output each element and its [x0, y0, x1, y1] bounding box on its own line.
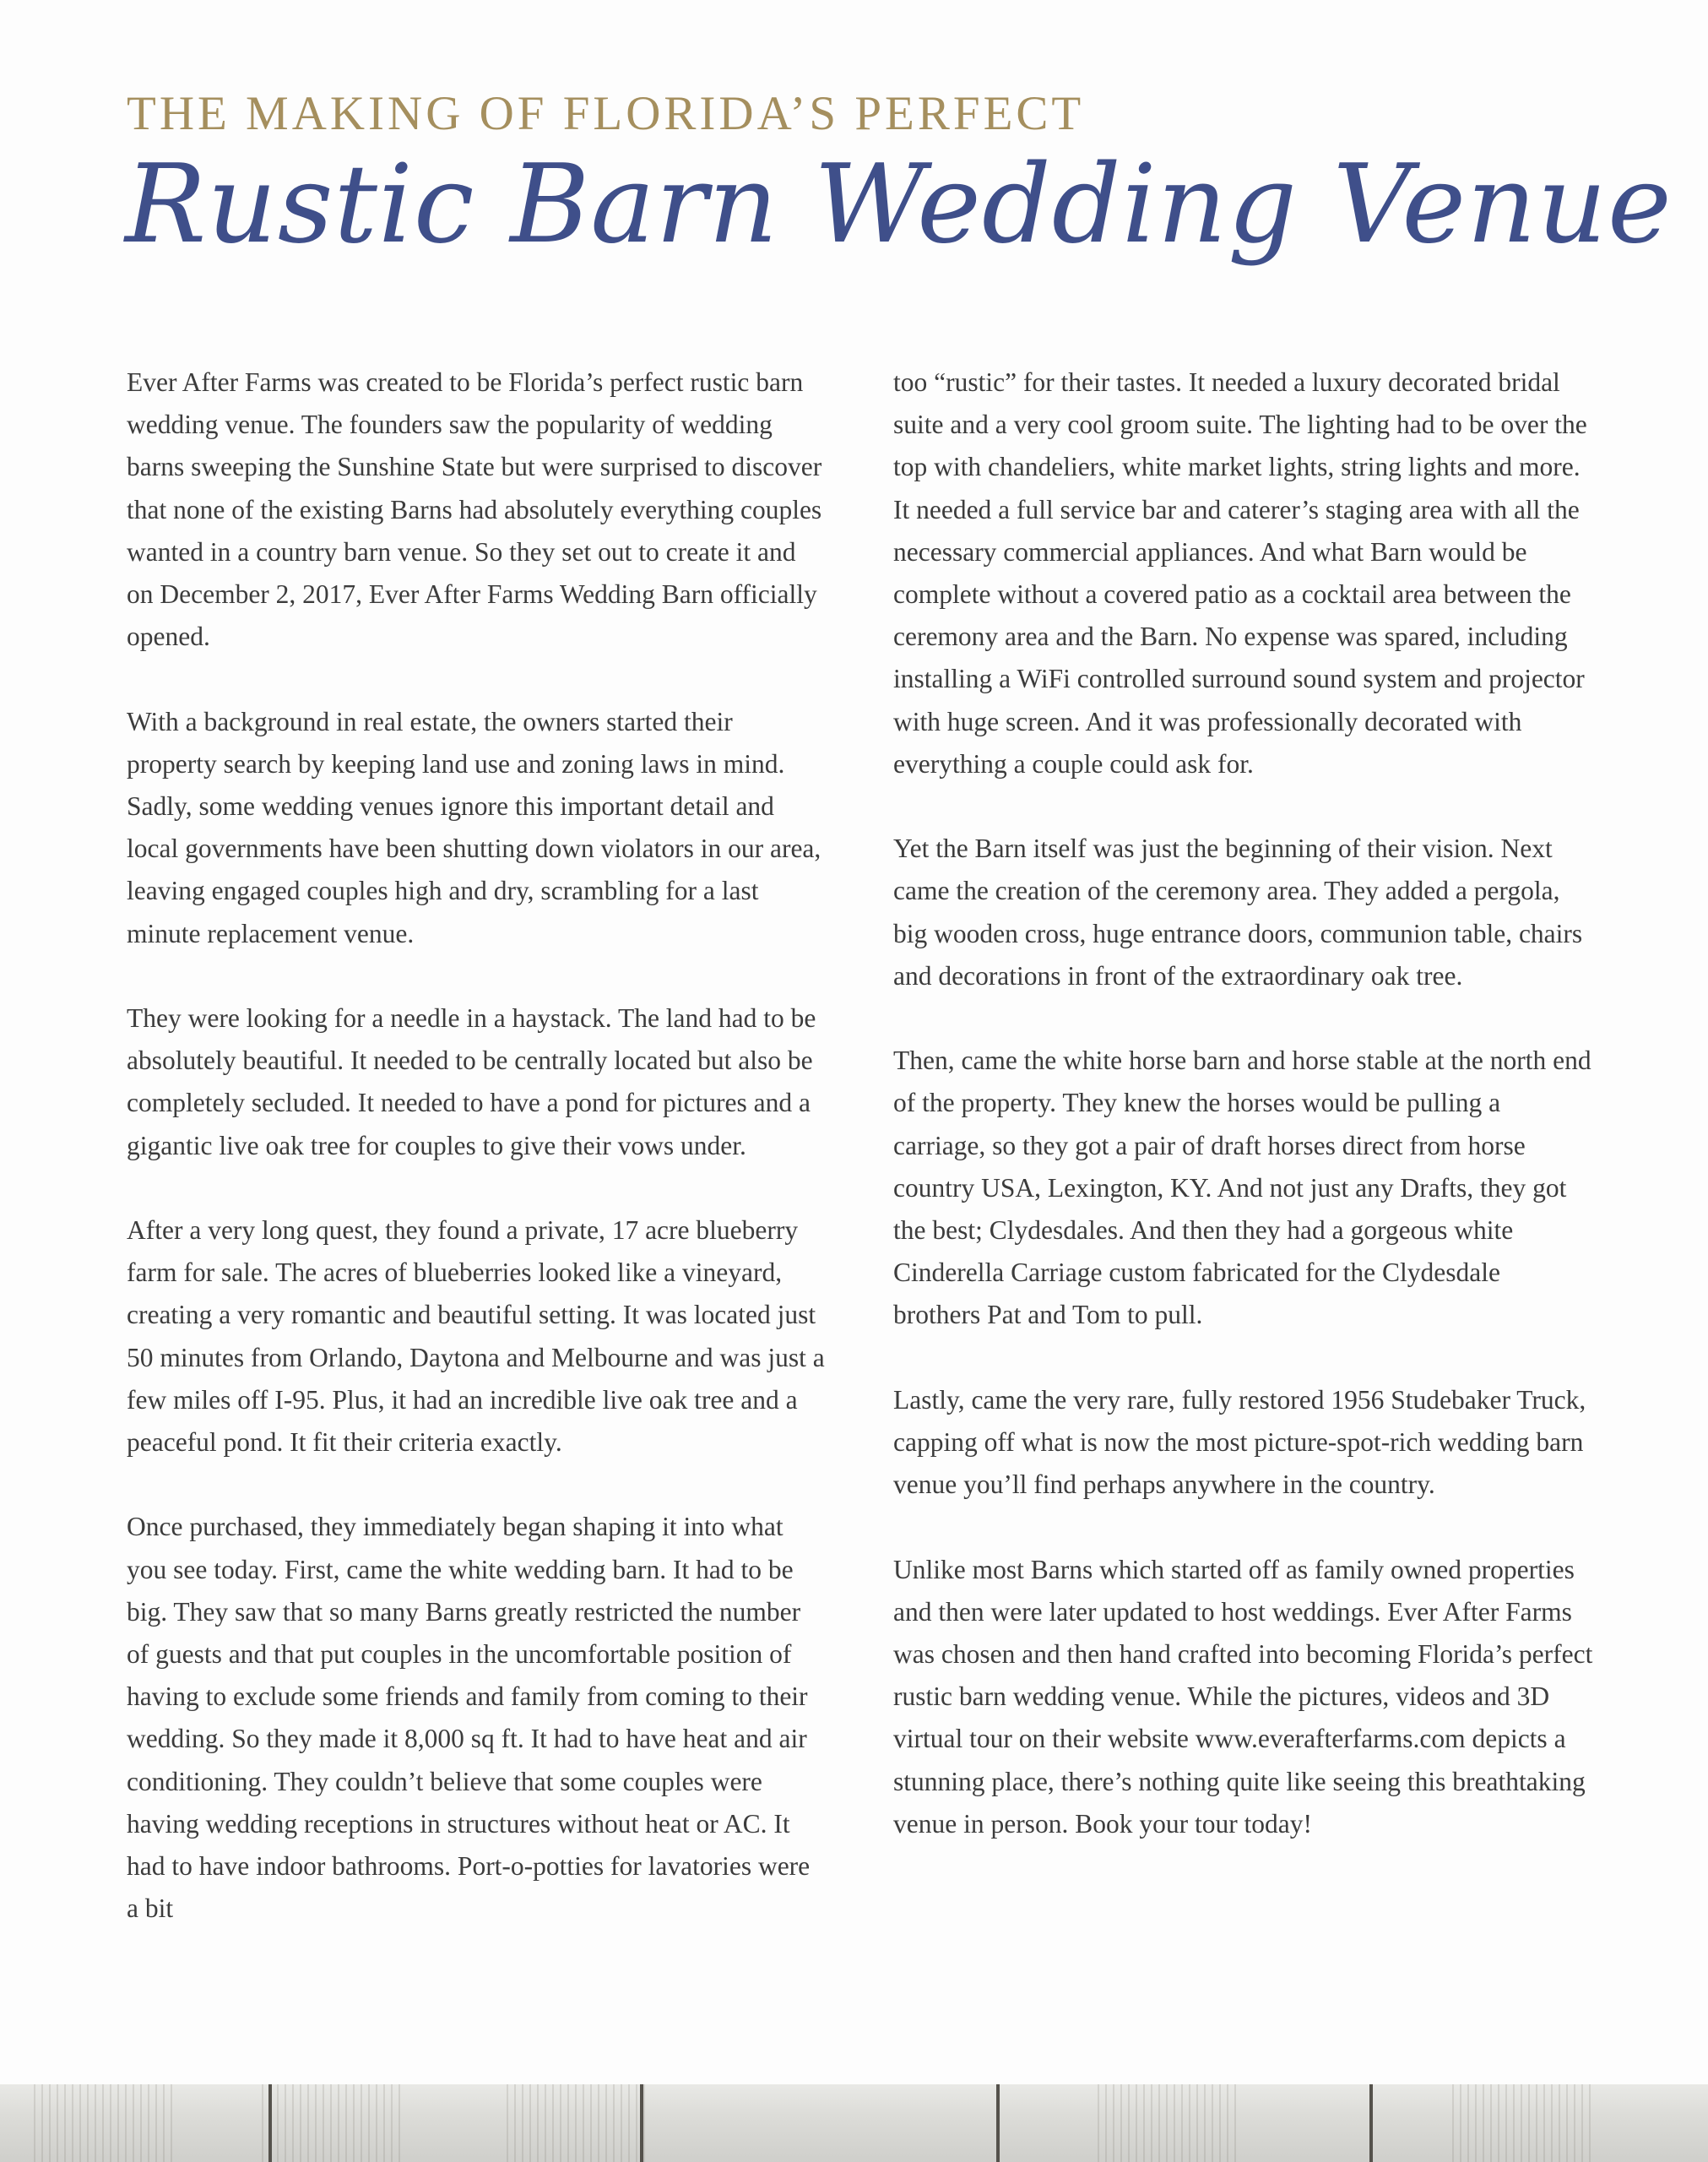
- wood-grain: [1452, 2084, 1596, 2162]
- paragraph: Yet the Barn itself was just the beginning of their vision. Next came the creation of the ceremony area. They added a pergola, big wooden cross, huge entrance doors, communion table, chairs and decorations in front of the extraordinary oak tree.: [893, 834, 1583, 991]
- wood-grain: [507, 2084, 650, 2162]
- plank-seam: [640, 2084, 643, 2162]
- plank-seam: [996, 2084, 1000, 2162]
- wood-grain: [34, 2084, 177, 2162]
- paragraph: After a very long quest, they found a private, 17 acre blueberry farm for sale. The acres of blueberries looked like a vineyard, creating a very romantic and beautiful setting. It was located just 50 minutes from Orlando, Daytona and Melbourne and was just a few miles off I-95. Plus, it had an incredible live oak tree and a peaceful pond. It fit their criteria exactly.: [127, 1215, 825, 1458]
- paragraph: Once purchased, they immediately began shaping it into what you see today. First, came the white wedding barn. It had to be big. They saw that so many Barns greatly restricted the number of guests and that put couples in the uncomfortable position of having to exclude some friends and family from coming to their wedding. So they made it 8,000 sq ft. It had to have heat and air conditioning. They couldn’t believe that some couples were having wedding receptions in structures without heat or AC. It had to have indoor bathrooms. Port-o-potties for lavatories were a bit: [127, 1512, 811, 1924]
- plank-seam: [1369, 2084, 1373, 2162]
- left-text-column: [127, 361, 827, 1973]
- article-kicker: THE MAKING OF FLORIDA’S PERFECT: [127, 87, 1085, 140]
- wood-grain: [1098, 2084, 1241, 2162]
- paragraph: They were looking for a needle in a haystack. The land had to be absolutely beautiful. It needed to be centrally located but also be completely secluded. It needed to have a pond for pictures and a gigantic live oak tree for couples to give their vows under.: [127, 1003, 816, 1160]
- wood-plank-footer: [0, 2084, 1708, 2162]
- article-headline: Rustic Barn Wedding Venue: [125, 142, 1673, 268]
- paragraph: Lastly, came the very rare, fully restored 1956 Studebaker Truck, capping off what is now the most picture-spot-rich wedding barn venue you’ll find perhaps anywhere in the country.: [893, 1384, 1586, 1500]
- wood-grain: [262, 2084, 405, 2162]
- paragraph: Unlike most Barns which started off as family owned properties and then were later updated to host weddings. Ever After Farms was chosen and then hand crafted into becoming Florida’s perfect rustic barn wedding venue. While the pictures, videos and 3D virtual tour on their website www.everafterfarms.com depicts a stunning place, there’s nothing quite like seeing this breathtaking venue in person. Book your tour today!: [893, 1554, 1593, 1839]
- plank-seam: [268, 2084, 272, 2162]
- paragraph: Ever After Farms was created to be Florida’s perfect rustic barn wedding venue. The founders saw the popularity of wedding barns sweeping the Sunshine State but were surprised to discover that none of the existing Barns had absolutely everything couples wanted in a country barn venue. So they set out to create it and on December 2, 2017, Ever After Farms Wedding Barn officially opened.: [127, 367, 822, 652]
- paragraph: With a background in real estate, the owners started their property search by keeping land use and zoning laws in mind. Sadly, some wedding venues ignore this important detail and local governments have been shutting down violators in our area, leaving engaged couples high and dry, scrambling for a last minute replacement venue.: [127, 706, 821, 948]
- paragraph: Then, came the white horse barn and horse stable at the north end of the property. They knew the horses would be pulling a carriage, so they got a pair of draft horses direct from horse country USA, Lexington, KY. And not just any Drafts, they got the best; Clydesdales. And then they had a gorgeous white Cinderella Carriage custom fabricated for the Clydesdale brothers Pat and Tom to pull.: [893, 1046, 1591, 1330]
- right-text-column: [893, 361, 1594, 1888]
- paragraph: too “rustic” for their tastes. It needed a luxury decorated bridal suite and a very cool groom suite. The lighting had to be over the top with chandeliers, white market lights, string lights and more. It needed a full service bar and caterer’s staging area with all the necessary commercial appliances. And what Barn would be complete without a covered patio as a cocktail area between the ceremony area and the Barn. No expense was spared, including installing a WiFi controlled surround sound system and projector with huge screen. And it was professionally decorated with everything a couple could ask for.: [893, 367, 1587, 779]
